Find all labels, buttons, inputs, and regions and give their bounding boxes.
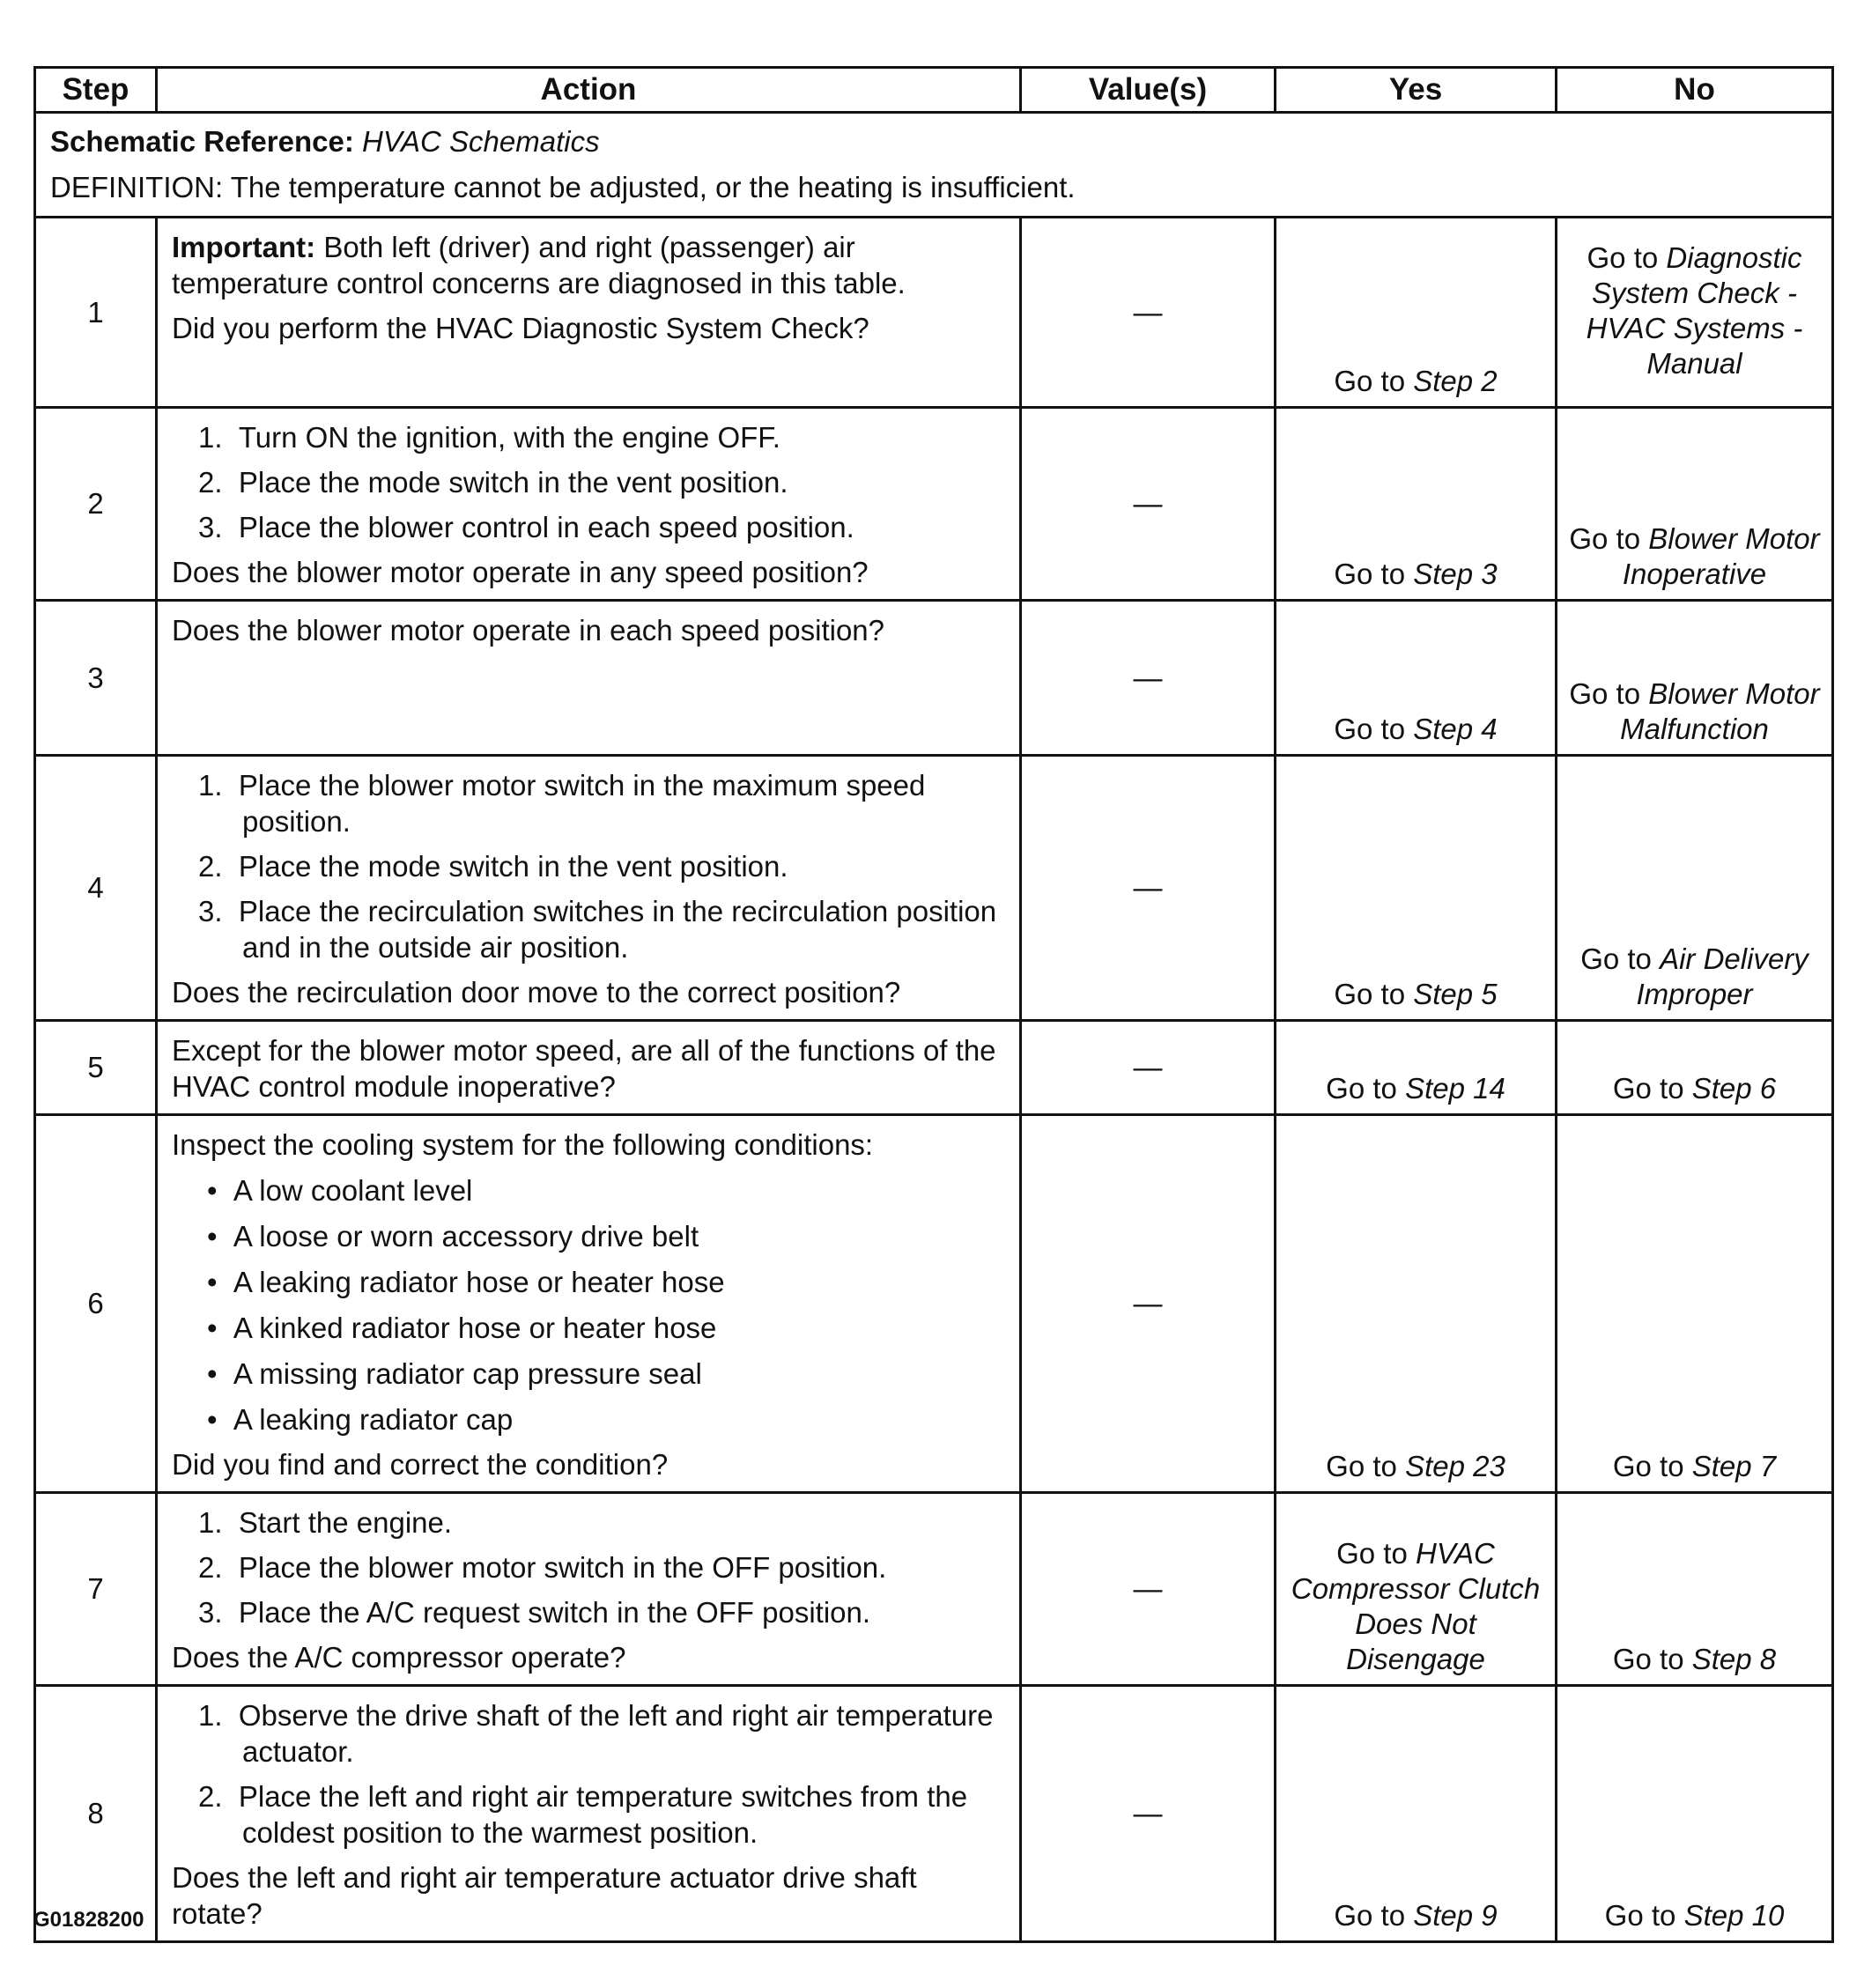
important-label: Important:: [172, 231, 316, 263]
table-row: [35, 756, 1833, 1021]
no-link[interactable]: Step 8: [1691, 1643, 1777, 1675]
value-cell: —: [1021, 1686, 1276, 1942]
action-item: 1. Start the engine.: [198, 1506, 453, 1539]
go-to-label: Go to: [1326, 1072, 1397, 1105]
no-cell: [1557, 1115, 1833, 1493]
yes-cell: [1276, 1493, 1557, 1686]
action-cell: [157, 1686, 1021, 1942]
go-to-label: Go to: [1569, 677, 1641, 710]
action-item: 3. Place the A/C request switch in the OFF position.: [198, 1596, 871, 1629]
yes-link[interactable]: Step 3: [1413, 558, 1498, 590]
step-number: 5: [35, 1021, 157, 1115]
bullet-text: A loose or worn accessory drive belt: [233, 1220, 699, 1253]
yes-cell: [1276, 1115, 1557, 1493]
bullet-text: A leaking radiator cap: [233, 1403, 514, 1436]
no-cell: [1557, 1493, 1833, 1686]
yes-link[interactable]: Step 2: [1413, 365, 1498, 397]
action-question: Did you find and correct the condition?: [172, 1448, 669, 1481]
bullet-item: • A missing radiator cap pressure seal: [207, 1357, 702, 1390]
no-cell: [1557, 408, 1833, 601]
step-number: 2: [35, 408, 157, 601]
bullet-text: A kinked radiator hose or heater hose: [233, 1312, 717, 1344]
action-item: 1. Observe the drive shaft of the left and right air temperature actuator.: [198, 1699, 994, 1768]
yes-cell: [1276, 756, 1557, 1021]
action-item: 2. Place the mode switch in the vent position.: [198, 466, 788, 499]
go-to-label: Go to: [1580, 942, 1652, 975]
no-cell: [1557, 601, 1833, 756]
action-intro: Inspect the cooling system for the following conditions:: [172, 1128, 874, 1161]
bullet-text: A leaking radiator hose or heater hose: [233, 1266, 725, 1298]
yes-link[interactable]: Step 23: [1405, 1450, 1505, 1482]
action-item: 2. Place the blower motor switch in the OFF position.: [198, 1551, 887, 1584]
bullet-text: A low coolant level: [233, 1174, 473, 1207]
action-item: 2. Place the mode switch in the vent position.: [198, 850, 788, 883]
header-values: Value(s): [1021, 68, 1276, 113]
go-to-label: Go to: [1587, 240, 1659, 274]
table-row: [35, 601, 1833, 756]
action-cell: [157, 756, 1021, 1021]
bullet-text: A missing radiator cap pressure seal: [233, 1357, 702, 1390]
value-cell: —: [1021, 1021, 1276, 1115]
yes-cell: [1276, 1021, 1557, 1115]
action-item: 3. Place the blower control in each speed position.: [198, 511, 854, 543]
action-question: Does the blower motor operate in any speed position?: [172, 556, 869, 588]
action-cell: [157, 408, 1021, 601]
yes-cell: [1276, 218, 1557, 408]
no-link[interactable]: Step 7: [1691, 1450, 1777, 1482]
schematic-reference: [50, 119, 1817, 165]
reference-row: [35, 113, 1833, 218]
table-row: [35, 1493, 1833, 1686]
yes-link[interactable]: Step 14: [1405, 1072, 1505, 1105]
table-row: [35, 1021, 1833, 1115]
step-number: 4: [35, 756, 157, 1021]
go-to-label: Go to: [1336, 1537, 1408, 1570]
action-question: Except for the blower motor speed, are all of the functions of the HVAC control module inoperative?: [172, 1034, 996, 1103]
schematic-link[interactable]: HVAC Schematics: [362, 125, 600, 158]
go-to-label: Go to: [1326, 1450, 1397, 1482]
no-cell: [1557, 756, 1833, 1021]
go-to-label: Go to: [1334, 558, 1406, 590]
value-cell: —: [1021, 1115, 1276, 1493]
step-number: 1: [35, 218, 157, 408]
no-cell: [1557, 1021, 1833, 1115]
diagnostic-table: [33, 66, 1834, 1943]
yes-cell: [1276, 408, 1557, 601]
value-cell: —: [1021, 1493, 1276, 1686]
yes-link[interactable]: HVAC Compressor Clutch Does Not Disengage: [1291, 1537, 1541, 1675]
table-row: [35, 1115, 1833, 1493]
no-link[interactable]: Air Delivery Improper: [1636, 942, 1809, 1010]
important-note: [172, 229, 1007, 301]
value-cell: —: [1021, 408, 1276, 601]
header-action: Action: [157, 68, 1021, 113]
no-link[interactable]: Step 6: [1691, 1072, 1777, 1105]
definition-text: DEFINITION: The temperature cannot be adjusted, or the heating is insufficient.: [50, 171, 1076, 203]
action-cell: [157, 1115, 1021, 1493]
step-number: 7: [35, 1493, 157, 1686]
header-step: Step: [35, 68, 157, 113]
important-text: Both left (driver) and right (passenger) air temperature control concerns are diagnosed in this table.: [172, 231, 906, 299]
value-cell: —: [1021, 756, 1276, 1021]
table-header-row: [35, 68, 1833, 113]
table-row: [35, 408, 1833, 601]
action-item: 3. Place the recirculation switches in the recirculation position and in the outside air position.: [198, 895, 997, 964]
no-cell: [1557, 218, 1833, 408]
go-to-label: Go to: [1612, 1072, 1684, 1105]
go-to-label: Go to: [1334, 978, 1406, 1010]
no-link[interactable]: Blower Motor Malfunction: [1620, 677, 1820, 745]
action-cell: [157, 218, 1021, 408]
value-cell: —: [1021, 601, 1276, 756]
action-question: Does the recirculation door move to the correct position?: [172, 976, 901, 1009]
bullet-item: • A loose or worn accessory drive belt: [207, 1220, 699, 1253]
go-to-label: Go to: [1612, 1643, 1684, 1675]
header-yes: Yes: [1276, 68, 1557, 113]
bullet-item: • A kinked radiator hose or heater hose: [207, 1312, 717, 1344]
go-to-label: Go to: [1334, 1899, 1406, 1932]
go-to-label: Go to: [1569, 522, 1641, 555]
figure-code: G01828200: [33, 1908, 144, 1932]
reference-cell: [35, 113, 1833, 218]
diagnostic-document: [33, 66, 1831, 1943]
go-to-label: Go to: [1334, 365, 1406, 397]
action-cell: [157, 601, 1021, 756]
table-row: [35, 218, 1833, 408]
bullet-item: • A low coolant level: [207, 1174, 473, 1207]
table-row: [35, 1686, 1833, 1942]
action-question: Does the A/C compressor operate?: [172, 1641, 626, 1674]
action-item: 1. Turn ON the ignition, with the engine OFF.: [198, 421, 780, 454]
action-question: Does the blower motor operate in each speed position?: [172, 614, 884, 647]
schematic-label: Schematic Reference:: [50, 125, 354, 158]
action-cell: [157, 1493, 1021, 1686]
yes-link[interactable]: Step 5: [1413, 978, 1498, 1010]
yes-cell: [1276, 1686, 1557, 1942]
header-no: No: [1557, 68, 1833, 113]
value-cell: —: [1021, 218, 1276, 408]
action-item: 2. Place the left and right air temperature switches from the coldest position to the warmest position.: [198, 1780, 968, 1849]
bullet-item: • A leaking radiator cap: [207, 1403, 514, 1436]
go-to-label: Go to: [1334, 713, 1406, 745]
action-question: Does the left and right air temperature actuator drive shaft rotate?: [172, 1861, 917, 1930]
yes-link[interactable]: Step 4: [1413, 713, 1498, 745]
step-number: 8: [35, 1686, 157, 1942]
action-item: 1. Place the blower motor switch in the maximum speed position.: [198, 769, 926, 838]
no-link[interactable]: Diagnostic System Check - HVAC Systems - Manual: [1586, 240, 1803, 380]
yes-link[interactable]: Step 9: [1413, 1899, 1498, 1932]
go-to-label: Go to: [1604, 1899, 1676, 1932]
bullet-item: • A leaking radiator hose or heater hose: [207, 1266, 725, 1298]
action-cell: [157, 1021, 1021, 1115]
step-number: 6: [35, 1115, 157, 1493]
no-cell: [1557, 1686, 1833, 1942]
step-number: 3: [35, 601, 157, 756]
no-link[interactable]: Step 10: [1683, 1899, 1785, 1932]
yes-cell: [1276, 601, 1557, 756]
no-link[interactable]: Blower Motor Inoperative: [1622, 522, 1820, 590]
action-question: Did you perform the HVAC Diagnostic System Check?: [172, 312, 869, 344]
go-to-label: Go to: [1612, 1450, 1684, 1482]
